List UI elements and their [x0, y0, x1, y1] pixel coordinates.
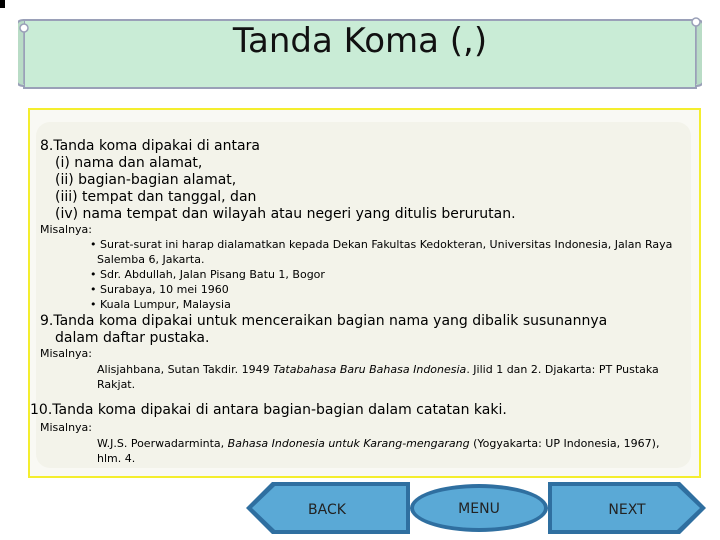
rule9-example-line2: Rakjat.	[97, 378, 136, 391]
rule9-example-label: Misalnya:	[40, 347, 93, 360]
menu-label: MENU	[458, 501, 500, 517]
rule10-example-label: Misalnya:	[40, 421, 93, 434]
rule8-example-label: Misalnya:	[40, 223, 93, 236]
next-label: NEXT	[608, 502, 646, 518]
rule8-item-2: (ii) bagian-bagian alamat,	[55, 172, 237, 188]
rule10-example-line2: hlm. 4.	[97, 452, 136, 465]
back-label: BACK	[308, 502, 346, 518]
rule8-example-1: • Surat-surat ini harap dialamatkan kepada Dekan Fakultas Kedokteran, Universitas Indonesia, Jalan Raya	[90, 238, 673, 251]
rule9-example-part2: . Jilid 1 dan 2. Djakarta: PT Pustaka	[466, 363, 659, 376]
rule9-example-title: Tatabahasa Baru Bahasa Indonesia	[273, 363, 467, 376]
page-title: Tanda Koma (,)	[232, 21, 488, 61]
rule8-item-4: (iv) nama tempat dan wilayah atau negeri yang ditulis berurutan.	[55, 206, 516, 222]
next-button[interactable]	[546, 480, 708, 536]
rule10-example-title: Bahasa Indonesia untuk Karang-mengarang	[227, 437, 470, 450]
rule8-item-1: (i) nama dan alamat,	[55, 155, 203, 171]
rule10-example	[97, 436, 659, 451]
rule8-item-3: (iii) tempat dan tanggal, dan	[55, 189, 257, 205]
rule10-example-part1: W.J.S. Poerwadarminta,	[97, 437, 228, 450]
rule9-heading-line1: 9.Tanda koma dipakai untuk menceraikan bagian nama yang dibalik susunannya	[40, 313, 608, 329]
rule10-example-part2: (Yogyakarta: UP Indonesia, 1967),	[469, 437, 660, 450]
rule8-heading: 8.Tanda koma dipakai di antara	[40, 138, 260, 154]
menu-button[interactable]	[408, 482, 550, 534]
rule9-example	[97, 362, 659, 377]
back-button[interactable]	[244, 480, 416, 536]
rule10-heading: 10.Tanda koma dipakai di antara bagian-bagian dalam catatan kaki.	[30, 402, 507, 418]
corner-mark	[0, 0, 5, 8]
rule8-example-4: • Kuala Lumpur, Malaysia	[90, 298, 231, 311]
rule8-example-1-cont: Salemba 6, Jakarta.	[97, 253, 205, 266]
rule8-example-3: • Surabaya, 10 mei 1960	[90, 283, 229, 296]
rule8-example-2: • Sdr. Abdullah, Jalan Pisang Batu 1, Bogor	[90, 268, 325, 281]
rule9-heading-line2: dalam daftar pustaka.	[55, 330, 210, 346]
rule9-example-part1: Alisjahbana, Sutan Takdir. 1949	[97, 363, 274, 376]
